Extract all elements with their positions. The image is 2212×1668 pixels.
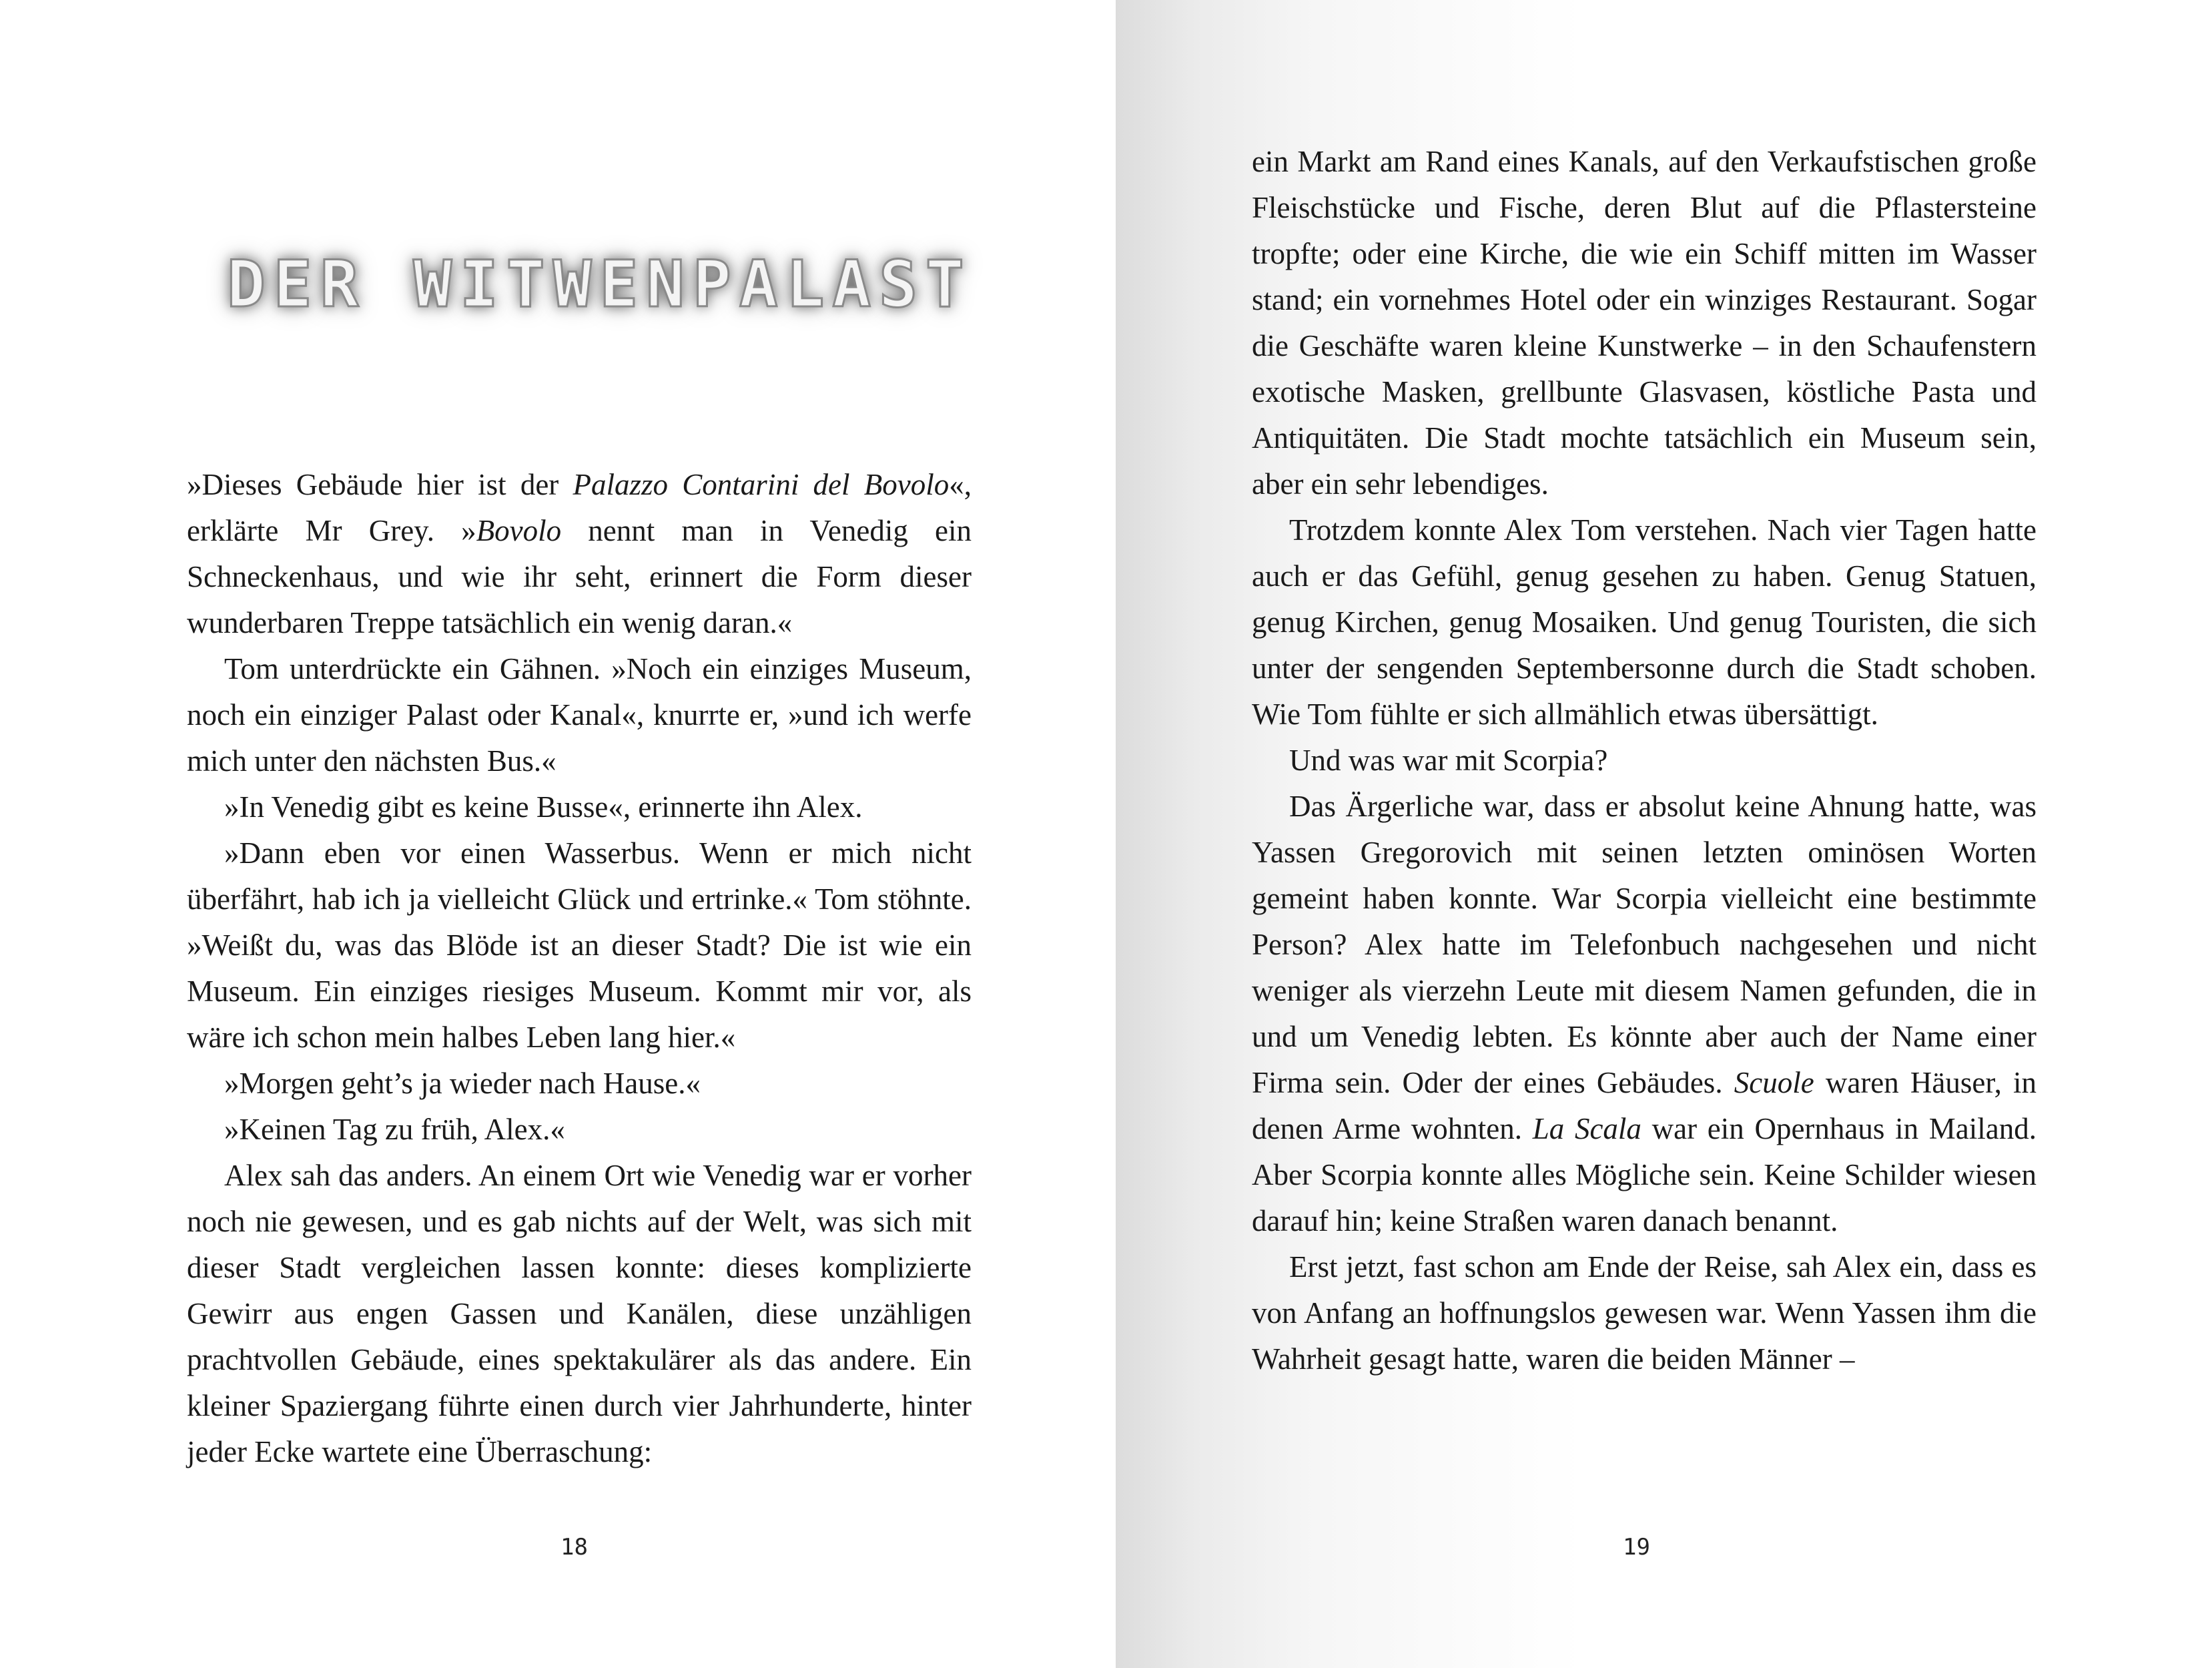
page-number: 19 [1623,1534,1650,1561]
italic-term: Bovolo [476,514,562,547]
italic-term: Palazzo Contarini del Bovolo [573,468,950,501]
paragraph: Das Ärgerliche war, dass er absolut keine Ahnung hatte, was Yassen Gregorovich mit seinen letzten ominösen Worten gemeint haben konnte. War Scorpia vielleicht eine bestimmte Person? Alex hatte im Telefonbuch nachgesehen und nicht weniger als vierzehn Leute mit diesem Namen gefunden, die in und um Venedig lebten. Es könnte aber auch der Name einer Firma sein. Oder der eines Gebäudes. Scuole waren Häuser, in denen Arme wohnten. La Scala war ein Opernhaus in Mailand. Aber Scorpia konnte alles Mögliche sein. Keine Schilder wiesen darauf hin; keine Straßen waren danach benannt. [1252,790,2037,1237]
paragraph: Erst jetzt, fast schon am Ende der Reise, sah Alex ein, dass es von Anfang an hoffnungslos gewesen war. Wenn Yassen ihm die Wahrheit gesagt hatte, waren die beiden Männer – [1252,1250,2037,1376]
paragraph: Und was war mit Scorpia? [1289,744,1608,777]
page-number: 18 [561,1534,588,1561]
right-page-body [1252,139,2037,1382]
paragraph: Tom unterdrückte ein Gähnen. »Noch ein einziges Museum, noch ein einziger Palast oder Kanal«, knurrte er, »und ich werfe mich unter den nächsten Bus.« [187,652,972,778]
paragraph: Trotzdem konnte Alex Tom verstehen. Nach vier Tagen hatte auch er das Gefühl, genug gesehen zu haben. Genug Statuen, genug Kirchen, genug Mosaiken. Und genug Touristen, die sich unter der sengenden Septembersonne durch die Stadt schoben. Wie Tom fühlte er sich allmählich etwas übersättigt. [1252,513,2037,731]
paragraph: ein Markt am Rand eines Kanals, auf den Verkaufstischen große Fleischstücke und Fische, deren Blut auf die Pflastersteine tropfte; oder eine Kirche, die wie ein Schiff mitten im Wasser stand; ein vornehmes Hotel oder ein winziges Restaurant. Sogar die Geschäfte waren kleine Kunstwerke – in den Schaufenstern exotische Masken, grellbunte Glasvasen, köstliche Pasta und Antiquitäten. Die Stadt mochte tatsächlich ein Museum sein, aber ein sehr lebendiges. [1252,145,2037,501]
paragraph: »Dann eben vor einen Wasserbus. Wenn er mich nicht überfährt, hab ich ja vielleicht Glück und ertrinke.« Tom stöhnte. »Weißt du, was das Blöde ist an dieser Stadt? Die ist wie ein Museum. Ein einziges riesiges Museum. Kommt mir vor, als wäre ich schon mein halbes Leben lang hier.« [187,836,972,1054]
paragraph: »Keinen Tag zu früh, Alex.« [224,1113,565,1146]
italic-term: Scuole [1734,1066,1814,1099]
paragraph: »Dieses Gebäude hier ist der Palazzo Contarini del Bovolo«, erklärte Mr Grey. »Bovolo nennt man in Venedig ein Schneckenhaus, und wie ihr seht, erinnert die Form dieser wunderbaren Treppe tatsächlich ein wenig daran.« [187,468,972,639]
paragraph: »In Venedig gibt es keine Busse«, erinnerte ihn Alex. [224,790,863,824]
paragraph: »Morgen geht’s ja wieder nach Hause.« [224,1067,701,1100]
chapter-title: DER WITWENPALAST [227,247,972,322]
paragraph: Alex sah das anders. An einem Ort wie Venedig war er vorher noch nie gewesen, und es gab nichts auf der Welt, was sich mit dieser Stadt vergleichen lassen konnte: dieses komplizierte Gewirr aus engen Gassen und Kanälen, diese unzähligen prachtvollen Gebäude, eines spektakulärer als das andere. Ein kleiner Spaziergang führte einen durch vier Jahrhunderte, hinter jeder Ecke wartete eine Überraschung: [187,1159,972,1468]
italic-term: La Scala [1532,1112,1641,1145]
left-page-body [187,462,972,1475]
